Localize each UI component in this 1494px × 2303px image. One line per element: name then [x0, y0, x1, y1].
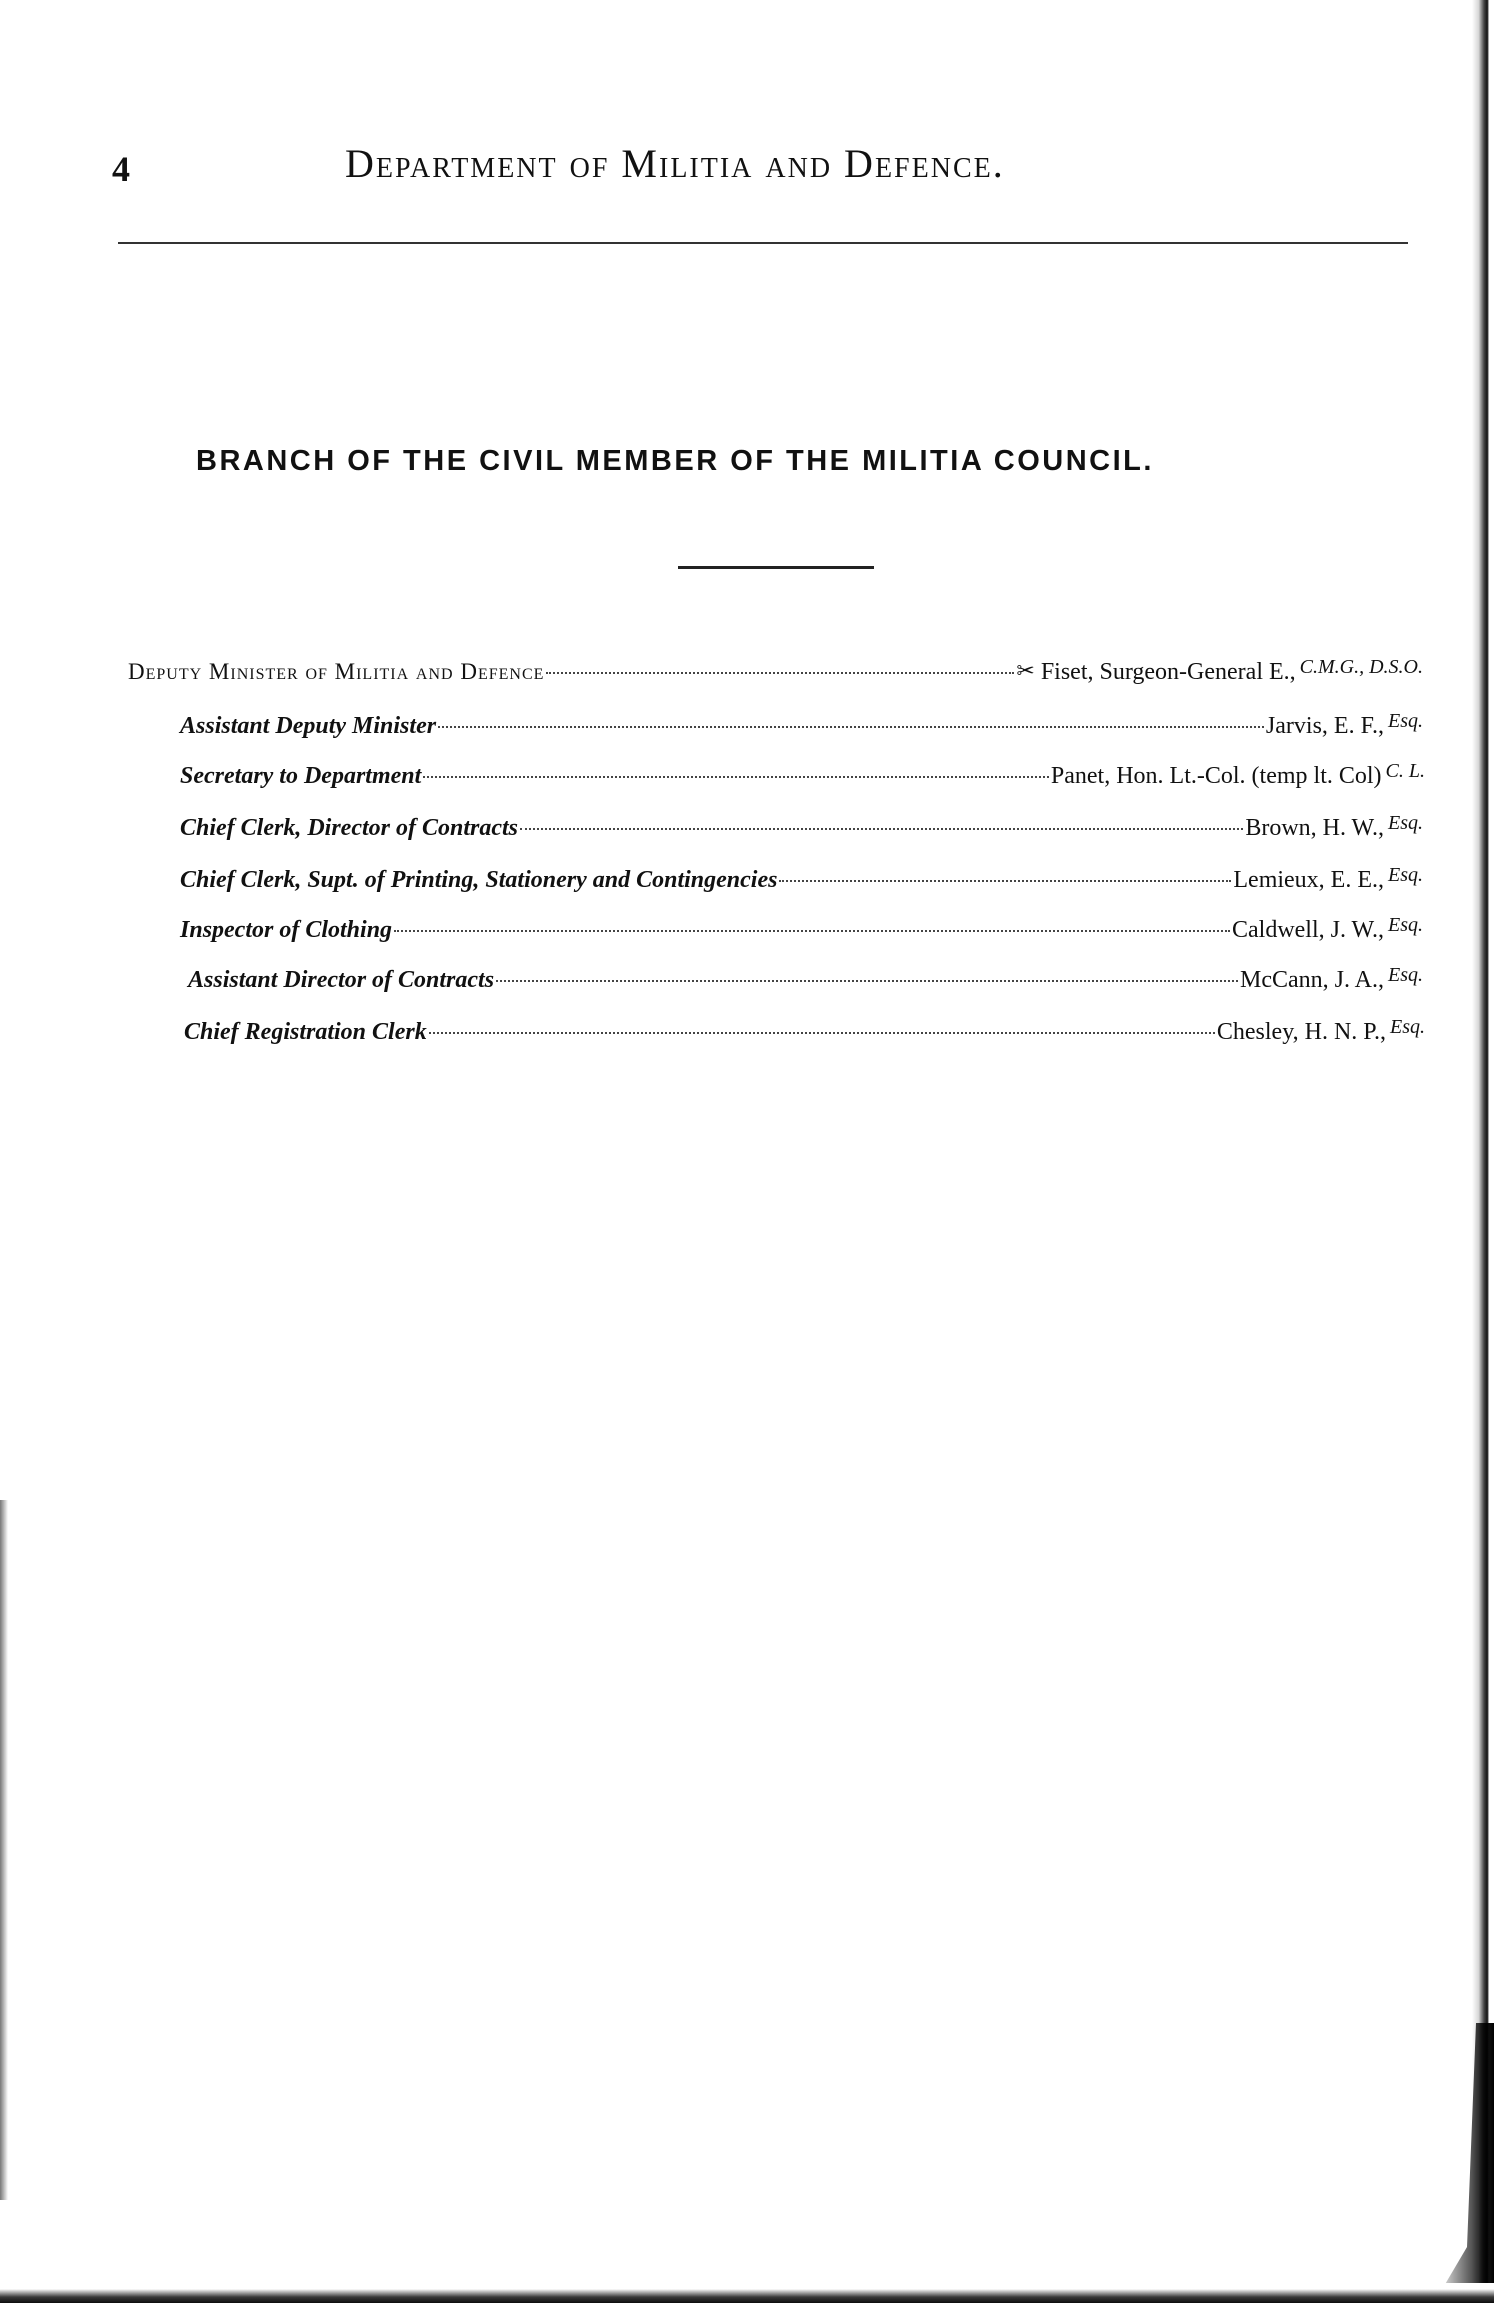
holder-name: Lemieux, E. E.,: [1233, 867, 1384, 893]
office-holder: [1266, 710, 1423, 740]
office-title: Assistant Deputy Minister: [180, 713, 437, 739]
office-title: Inspector of Clothing: [180, 917, 393, 943]
holder-suffix: C. L.: [1385, 760, 1425, 782]
page-corner-shadow: [1434, 2023, 1494, 2303]
dot-leader: [520, 828, 1243, 830]
list-item: [180, 864, 1423, 894]
holder-suffix: Esq.: [1388, 864, 1423, 886]
holder-suffix: Esq.: [1390, 1016, 1425, 1038]
holder-suffix: C.M.G., D.S.O.: [1299, 656, 1423, 678]
office-title: Secretary to Department: [180, 763, 422, 789]
holder-suffix: Esq.: [1388, 812, 1423, 834]
scissors-icon: ✂: [1016, 658, 1035, 683]
page-number: 4: [112, 149, 130, 189]
header-rule: [118, 242, 1408, 244]
list-item: [180, 710, 1423, 740]
office-title: Deputy Minister of Militia and Defence: [128, 659, 545, 684]
office-title: Assistant Director of Contracts: [188, 967, 495, 993]
dot-leader: [429, 1032, 1215, 1034]
office-holder: [1051, 760, 1425, 790]
holder-name: Chesley, H. N. P.,: [1216, 1019, 1386, 1045]
holder-suffix: Esq.: [1388, 964, 1423, 986]
running-title: Department of Militia and Defence.: [345, 141, 1005, 186]
holder-name: Jarvis, E. F.,: [1265, 713, 1384, 739]
office-holder: [1217, 1016, 1425, 1046]
dot-leader: [496, 980, 1238, 982]
office-holder: [1232, 914, 1423, 944]
list-item: [180, 914, 1423, 944]
office-holder: [1233, 864, 1423, 894]
scan-left-shadow: [0, 1500, 8, 2200]
list-item: [128, 656, 1423, 686]
office-title: Chief Registration Clerk: [184, 1019, 427, 1045]
dot-leader: [779, 880, 1231, 882]
holder-name: Panet, Hon. Lt.-Col. (temp lt. Col): [1050, 763, 1382, 789]
holder-name: Caldwell, J. W.,: [1231, 917, 1384, 943]
title-rule: [678, 566, 874, 569]
dot-leader: [438, 726, 1264, 728]
holder-name: Fiset, Surgeon-General E.,: [1040, 659, 1296, 685]
scan-bottom-edge: [0, 2283, 1494, 2303]
holder-name: McCann, J. A.,: [1240, 967, 1384, 993]
office-holder: [1240, 964, 1423, 994]
list-item: [188, 964, 1423, 994]
office-holder: [1245, 812, 1423, 842]
holder-name: Brown, H. W.,: [1245, 815, 1384, 841]
scan-right-edge: [1472, 0, 1494, 2303]
holder-suffix: Esq.: [1388, 710, 1423, 732]
list-item: [184, 1016, 1425, 1046]
list-item: [180, 812, 1423, 842]
office-holder: [1016, 656, 1423, 686]
holder-suffix: Esq.: [1388, 914, 1423, 936]
office-title: Chief Clerk, Director of Contracts: [180, 815, 519, 841]
section-title: BRANCH OF THE CIVIL MEMBER OF THE MILITIA COUNCIL.: [196, 445, 1154, 477]
dot-leader: [546, 672, 1014, 674]
list-item: [180, 760, 1425, 790]
dot-leader: [394, 930, 1230, 932]
dot-leader: [423, 776, 1049, 778]
office-title: Chief Clerk, Supt. of Printing, Stationery and Contingencies: [180, 867, 778, 893]
